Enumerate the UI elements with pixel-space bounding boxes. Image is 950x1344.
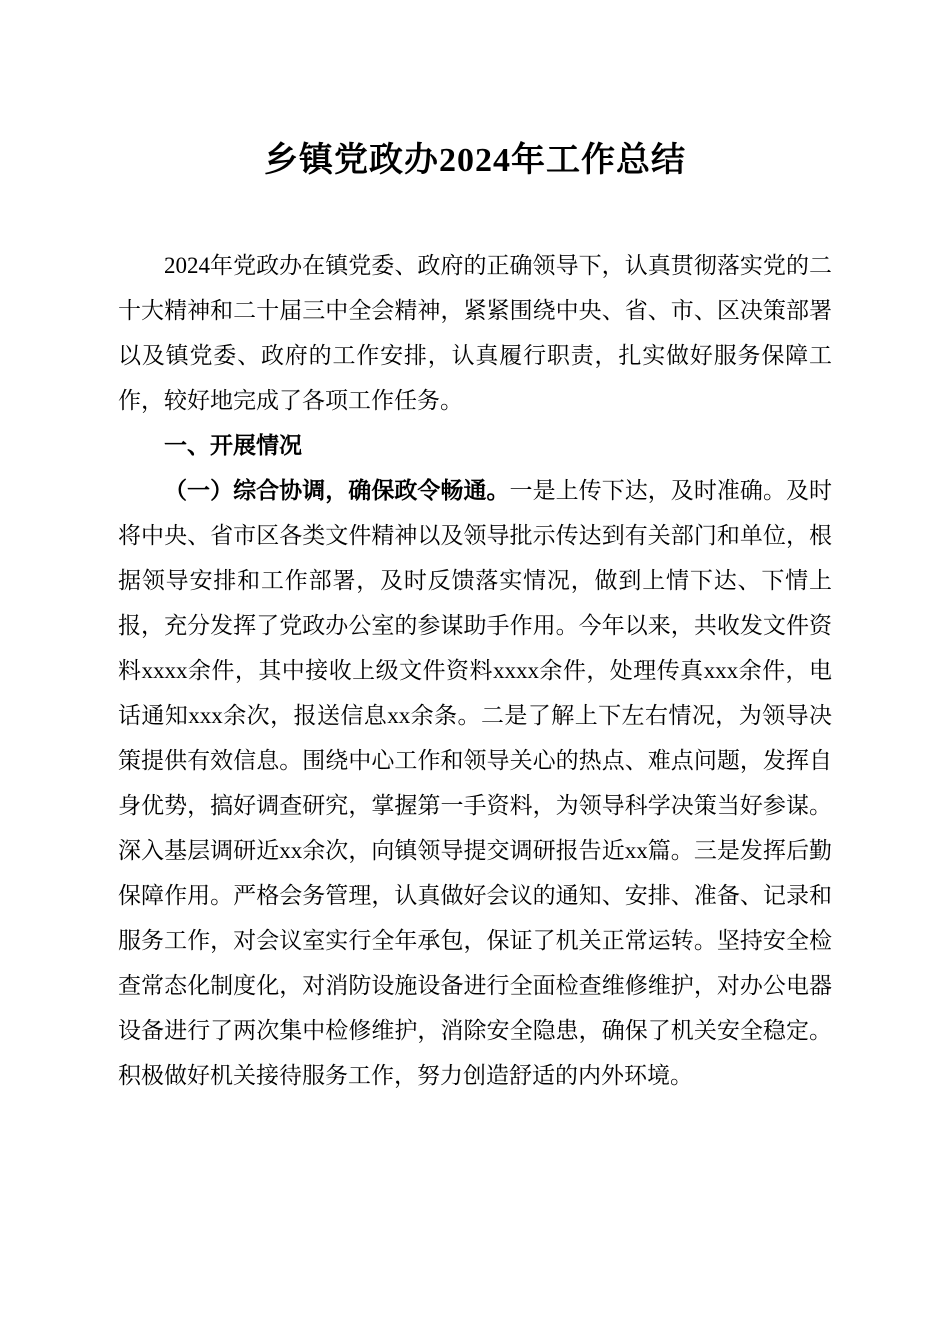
section-heading: 一、开展情况 [164,432,302,458]
intro-paragraph: 2024年党政办在镇党委、政府的正确领导下，认真贯彻落实党的二十大精神和二十届三中全会精神，紧紧围绕中央、省、市、区决策部署以及镇党委、政府的工作安排，认真履行职责，扎实做好服务保障工作，较好地完成了各项工作任务。 [118,253,832,413]
section1-lead: （一）综合协调，确保政令畅通。 [164,478,510,503]
document-title: 乡镇党政办2024年工作总结 [264,142,686,179]
section1-body: 一是上传下达，及时准确。及时将中央、省市区各类文件精神以及领导批示传达到有关部门和单位，根据领导安排和工作部署，及时反馈落实情况，做到上情下达、下情上报，充分发挥了党政办公室的参谋助手作用。今年以来，共收发文件资料xxxx余件，其中接收上级文件资料xxxx余件，处理传真xxx余件，电话通知xxx余次，报送信息xx余条。二是了解上下左右情况，为领导决策提供有效信息。围绕中心工作和领导关心的热点、难点问题，发挥自身优势，搞好调查研究，掌握第一手资料，为领导科学决策当好参谋。深入基层调研近xx余次，向镇领导提交调研报告近xx篇。三是发挥后勤保障作用。严格会务管理，认真做好会议的通知、安排、准备、记录和服务工作，对会议室实行全年承包，保证了机关正常运转。坚持安全检查常态化制度化，对消防设施设备进行全面检查维修维护，对办公电器设备进行了两次集中检修维护，消除安全隐患，确保了机关安全稳定。积极做好机关接待服务工作，努力创造舒适的内外环境。 [118,478,833,1088]
section1-paragraph [118,468,832,1098]
